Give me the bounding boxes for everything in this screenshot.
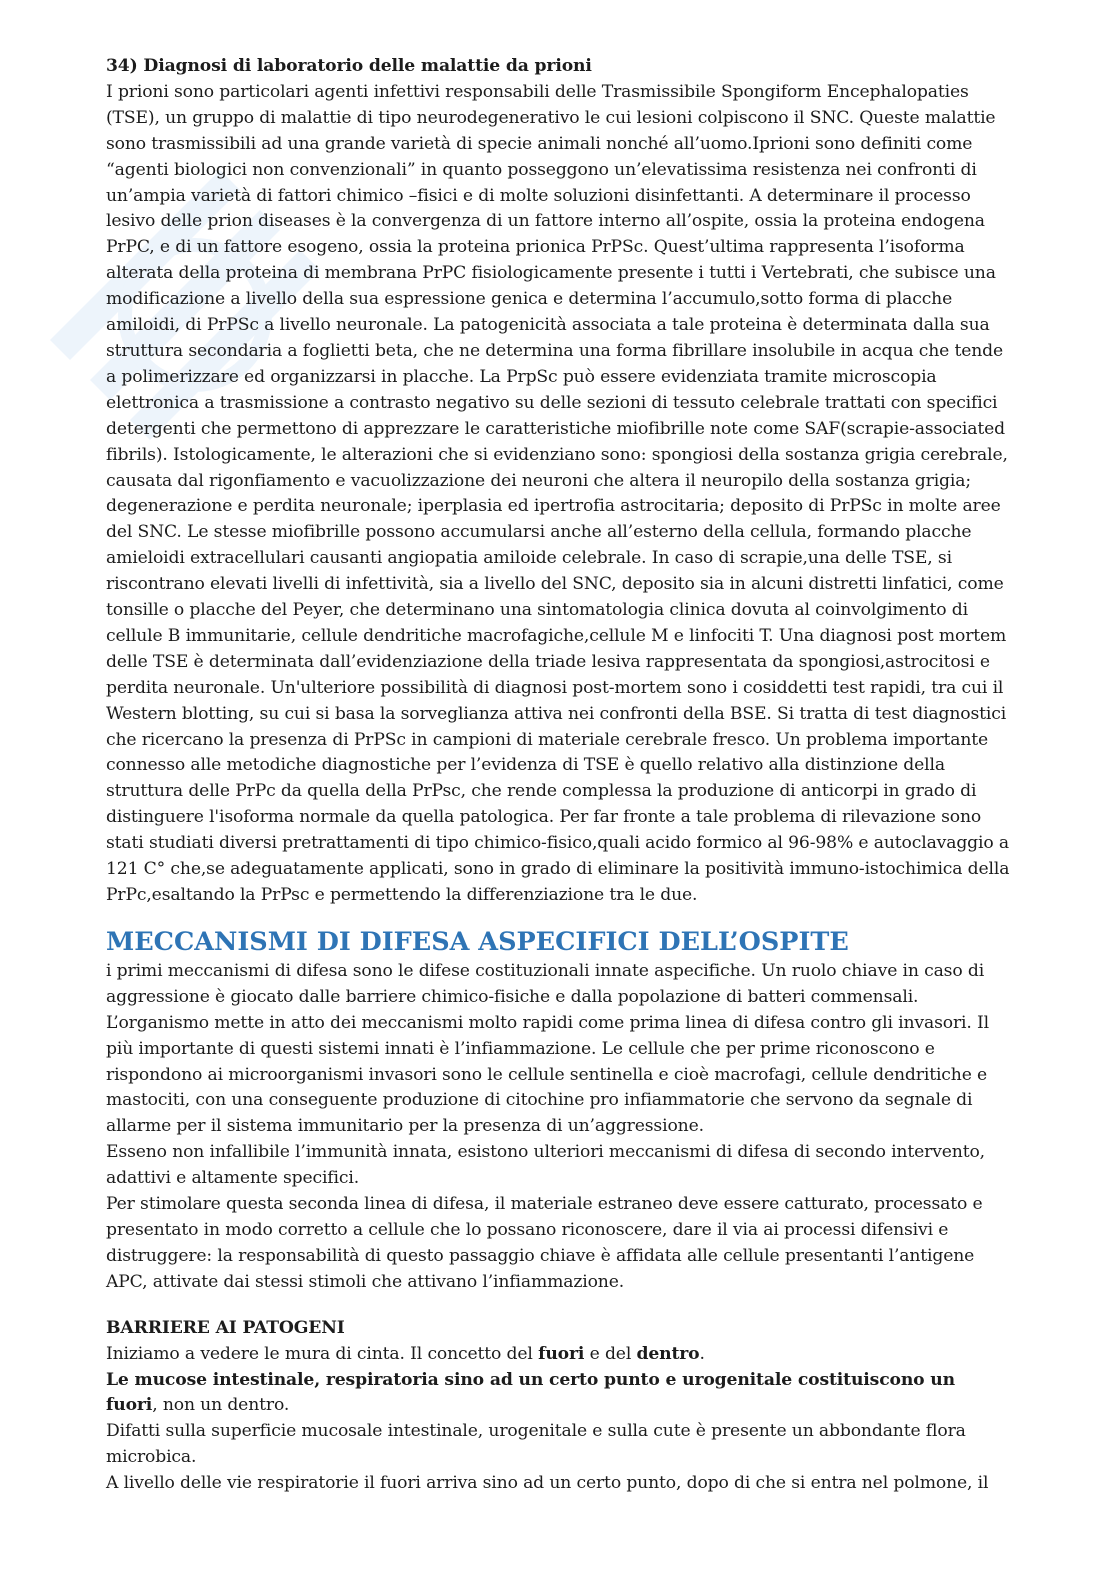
flora-paragraph: Difatti sulla superficie mucosale intestinale, urogenitale e sulla cute è presente un abbondante flora microbica. bbox=[106, 1421, 966, 1468]
intro-fuori: fuori bbox=[538, 1343, 585, 1364]
mucose-paragraph bbox=[106, 1368, 1011, 1420]
respiratory-paragraph: A livello delle vie respiratorie il fuori arriva sino ad un certo punto, dopo di che si entra nel polmone, il bbox=[106, 1473, 989, 1494]
section-paragraph: i primi meccanismi di difesa sono le difese costituzionali innate aspecifiche. Un ruolo chiave in caso di aggressione è giocato dalle barriere chimico-fisiche e dalla popolazione di batteri commensali. bbox=[106, 960, 985, 1007]
subsection-heading: BARRIERE AI PATOGENI bbox=[106, 1317, 345, 1338]
question-title: 34) Diagnosi di laboratorio delle malattie da prioni bbox=[106, 56, 592, 76]
section-paragraph: L’organismo mette in atto dei meccanismi molto rapidi come prima linea di difesa contro gli invasori. Il più importante di questi sistemi innati è l’infiammazione. Le cellule che per prime riconoscono e rispondono ai microorganismi invasori sono le cellule sentinella e cioè macrofagi, cellule dendritiche e mastociti, con una conseguente produzione di citochine pro infiammatorie che servono da segnale di allarme per il sistema immunitario per la presenza di un’aggressione. bbox=[106, 1012, 989, 1137]
mucose-rest: , non un dentro. bbox=[152, 1395, 290, 1416]
question-body: I prioni sono particolari agenti infettivi responsabili delle Trasmissibile Spongiform Encephalopaties (TSE), un gruppo di malattie di tipo neurodegenerativo le cui lesioni colpiscono il SNC. Queste malattie sono trasmissibili ad una grande varietà di specie animali nonché all’uomo.Iprioni sono definiti come “agenti biologici non convenzionali” in quanto posseggono un’elevatissima resistenza nei confronti di un’ampia varietà di fattori chimico –fisici e di molte soluzioni disinfettanti. A determinare il processo lesivo delle prion diseases è la convergenza di un fattore interno all’ospite, ossia la proteina endogena PrPC, e di un fattore esogeno, ossia la proteina prionica PrPSc. Quest’ultima rappresenta l’isoforma alterata della proteina di membrana PrPC fisiologicamente presente i tutti i Vertebrati, che subisce una modificazione a livello della sua espressione genica e determina l’accumulo,sotto forma di placche amiloidi, di PrPSc a livello neuronale. La patogenicità associata a tale proteina è determinata dalla sua struttura secondaria a foglietti beta, che ne determina una forma fibrillare insolubile in acqua che tende a polimerizzare ed organizzarsi in placche. La PrpSc può essere evidenziata tramite microscopia elettronica a trasmissione a contrasto negativo su delle sezioni di tessuto celebrale trattati con specifici detergenti che permettono di apprezzare le caratteristiche miofibrille note come SAF(scrapie-associated fibrils). Istologicamente, le alterazioni che si evidenziano sono: spongiosi della sostanza grigia cerebrale, causata dal rigonfiamento e vacuolizzazione dei neuroni che altera il neuropilo della sostanza grigia; degenerazione e perdita neuronale; iperplasia ed ipertrofia astrocitaria; deposito di PrPSc in molte aree del SNC. Le stesse miofibrille possono accumularsi anche all’esterno della cellula, formando placche amieloidi extracellulari causanti angiopatia amiloide celebrale. In caso di scrapie,una delle TSE, si riscontrano elevati livelli di infettività, sia a livello del SNC, deposito sia in alcuni distretti linfatici, come tonsille o placche del Peyer, che determinano una sintomatologia clinica dovuta al coinvolgimento di cellule B immunitarie, cellule dendritiche macrofagiche,cellule M e linfociti T. Una diagnosi post mortem delle TSE è determinata dall’evidenziazione della triade lesiva rappresentata da spongiosi,astrocitosi e perdita neuronale. Un'ulteriore possibilità di diagnosi post-mortem sono i cosiddetti test rapidi, tra cui il Western blotting, su cui si basa la sorveglianza attiva nei confronti della BSE. Si tratta di test diagnostici che ricercano la presenza di PrPSc in campioni di materiale cerebrale fresco. Un problema importante connesso alle metodiche diagnostiche per l’evidenza di TSE è quello relativo alla distinzione della struttura delle PrPc da quella della PrPsc, che rende complessa la produzione di anticorpi in grado di distinguere l'isoforma normale da quella patologica. Per far fronte a tale problema di rilevazione sono stati studiati diversi pretrattamenti di tipo chimico-fisico,quali acido formico al 96-98% e autoclavaggio a 121 C° che,se adeguatamente applicati, sono in grado di eliminare la positività immuno-istochimica della PrPc,esaltando la PrPsc e permettendo la differenziazione tra le due. bbox=[106, 81, 1010, 905]
intro-text: e del bbox=[584, 1343, 637, 1364]
intro-text: Iniziamo a vedere le mura di cinta. Il concetto del bbox=[106, 1343, 539, 1364]
section-paragraph: Per stimolare questa seconda linea di difesa, il materiale estraneo deve essere catturato, processato e presentato in modo corretto a cellule che lo possano riconoscere, dare il via ai processi difensivi e distruggere: la responsabilità di questo passaggio chiave è affidata alle cellule presentanti l’antigene APC, attivate dai stessi stimoli che attivano l’infiammazione. bbox=[106, 1194, 983, 1292]
intro-dentro: dentro bbox=[636, 1343, 700, 1364]
intro-text: . bbox=[699, 1343, 705, 1364]
barriers-intro bbox=[106, 1342, 1011, 1368]
document-page bbox=[106, 54, 1011, 1497]
mucose-bold: Le mucose intestinale, respiratoria sino ad un certo punto e urogenitale costituiscono un fuori bbox=[106, 1369, 956, 1416]
section-heading: MECCANISMI DI DIFESA ASPECIFICI DELL’OSPITE bbox=[106, 926, 849, 957]
section-paragraph: Esseno non infallibile l’immunità innata, esistono ulteriori meccanismi di difesa di secondo intervento, adattivi e altamente specifici. bbox=[106, 1142, 985, 1189]
